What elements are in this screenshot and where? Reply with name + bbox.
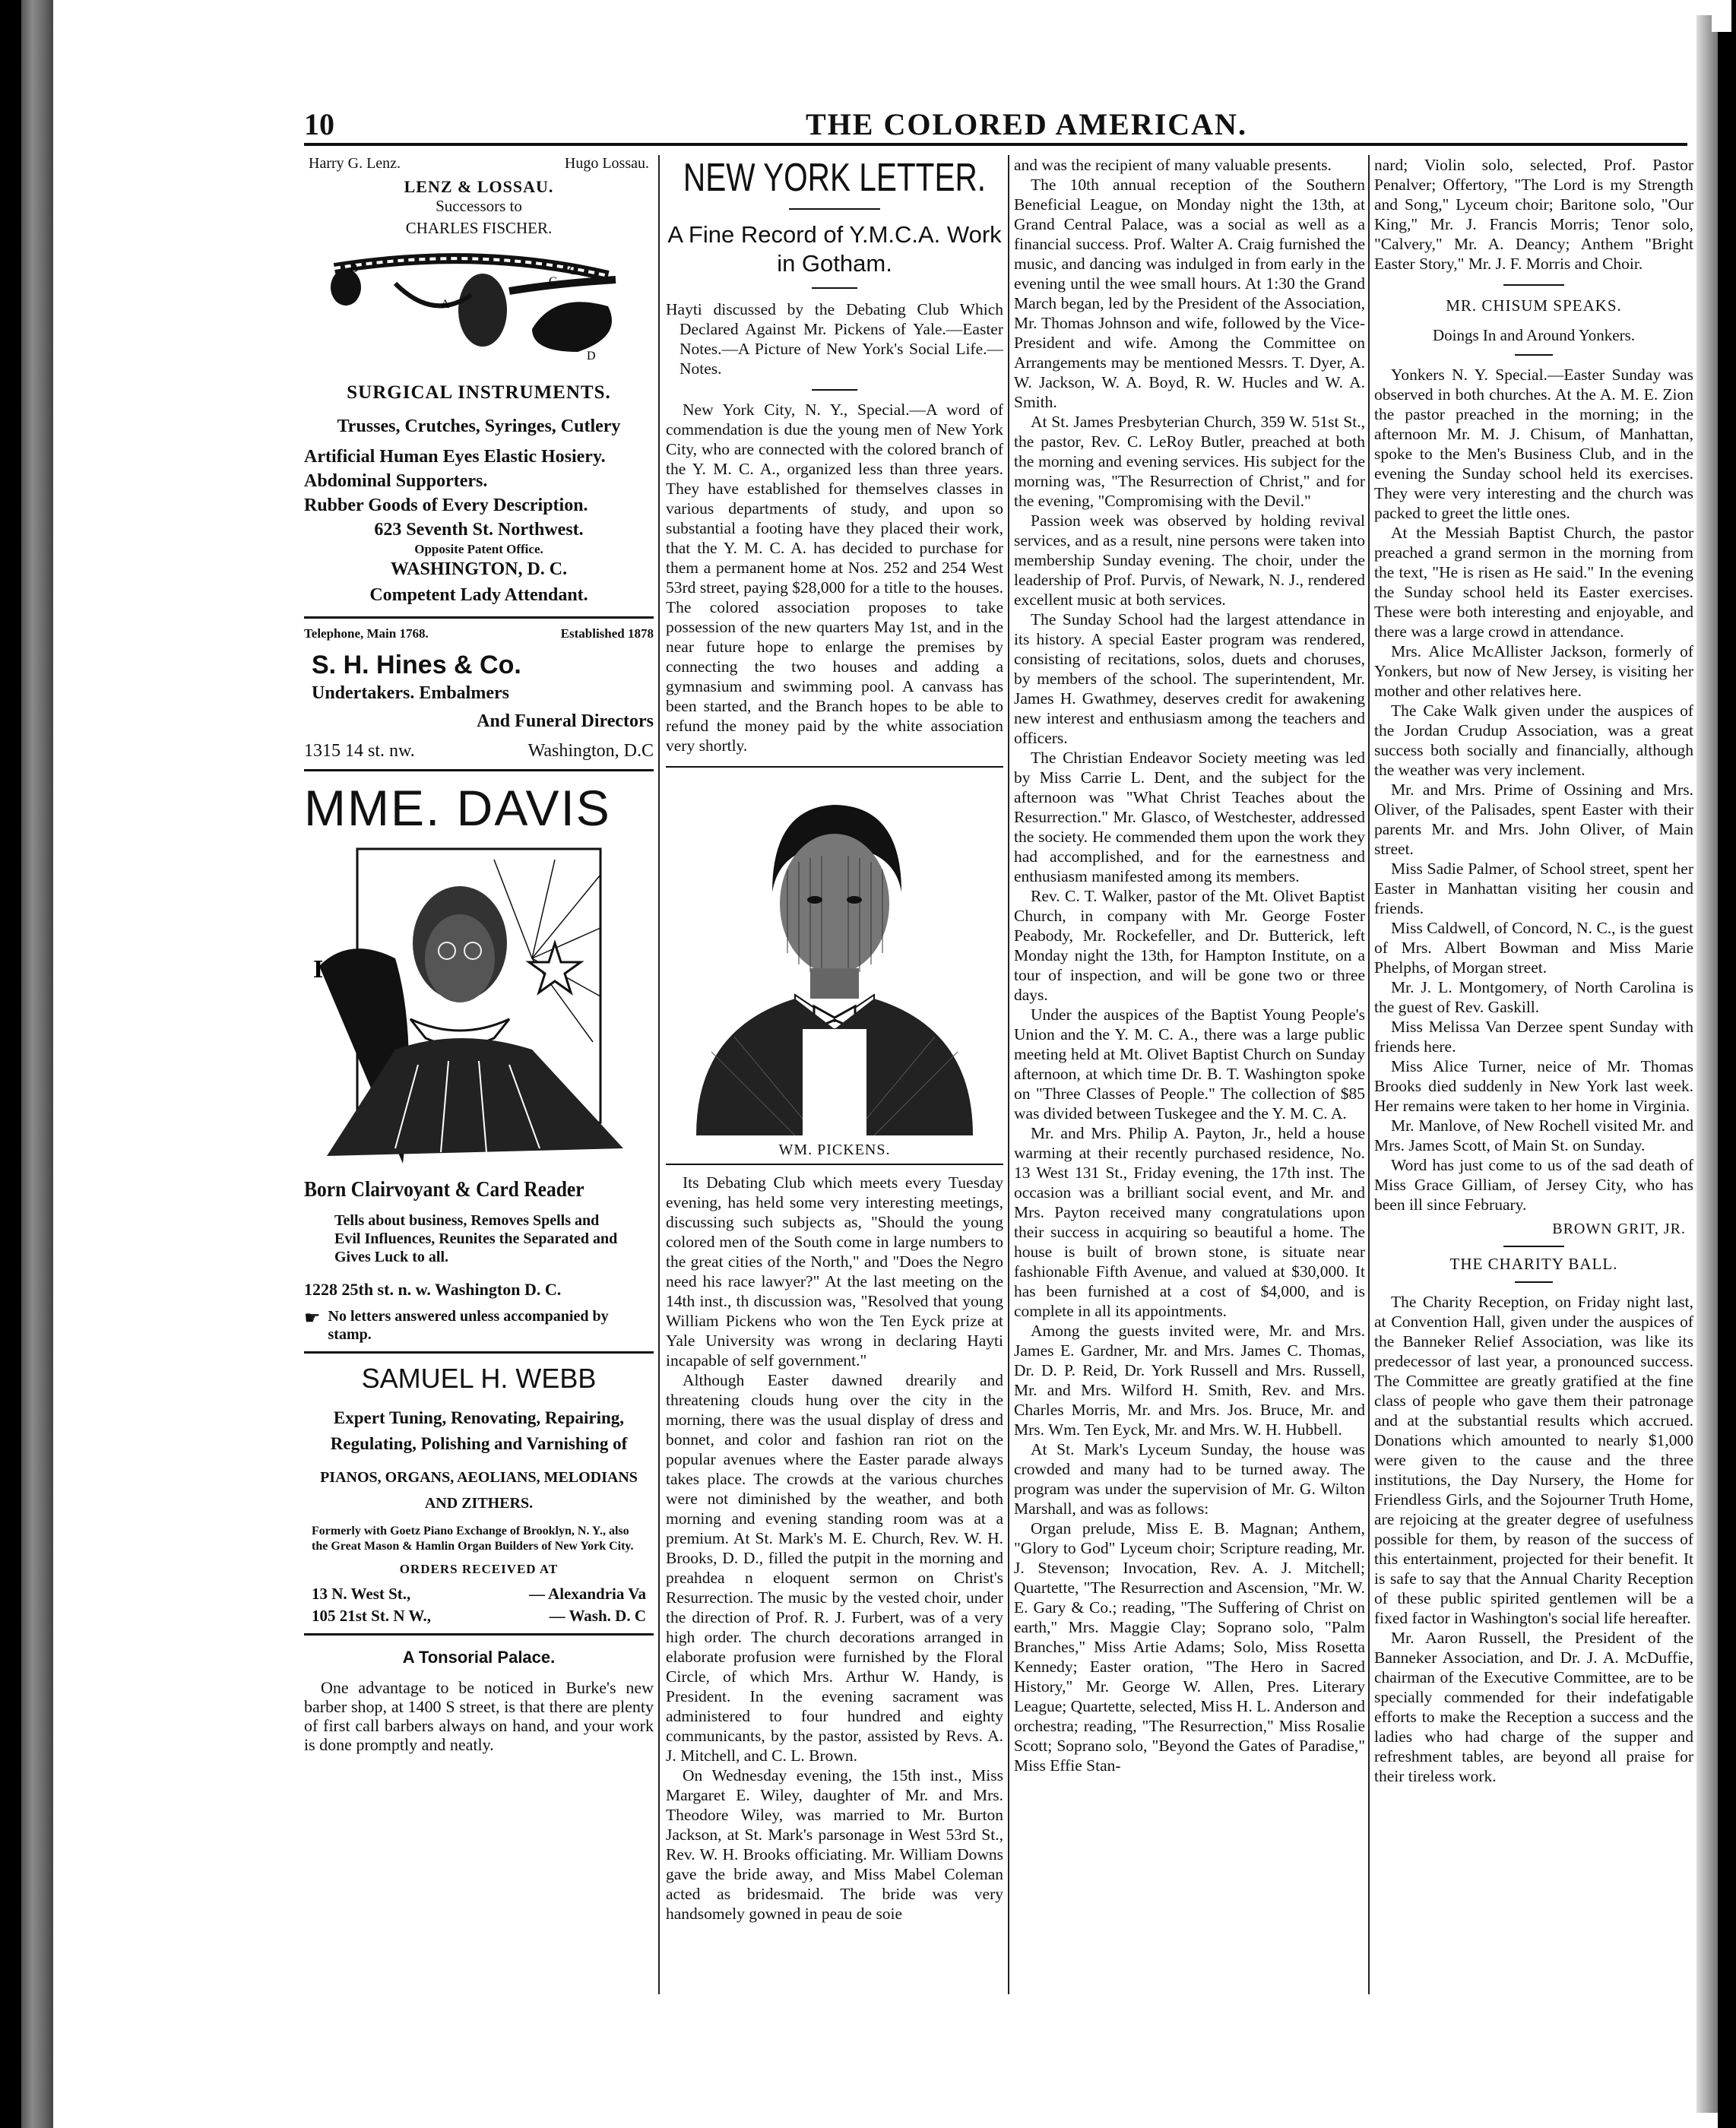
ad-address: 1228 25th st. n. w. Washington D. C. — [304, 1280, 562, 1299]
section-rule — [666, 1164, 1003, 1165]
ad-address: 13 N. West St., — [312, 1585, 411, 1603]
article-column — [666, 155, 1003, 1924]
pointing-hand-icon: ☛ — [304, 1309, 321, 1328]
proprietor-right: Hugo Lossau. — [564, 155, 649, 172]
paragraph: The 10th annual reception of the Southern Beneficial League, on Monday night the 13th, at Grand Central Palace, was a social as well as a financial success. Prof. Walter A. Craig furnished the music, and dancing was indulged in from early in the evening until the wee small hours. At 1:30 the Grand March began, led by the President of the Association, Mr. Thomas Johnson and wife, followed by the Vice-President and wife. Among the Committee on Arrangements may be mentioned Messrs. T. Dyer, A. W. Jackson, W. A. Boyd, R. W. Hucles and W. A. Smith. — [1014, 176, 1365, 411]
ad-line: Artificial Human Eyes Elastic Hosiery. Abdominal Supporters. — [304, 447, 606, 491]
article-headline: NEW YORK LETTER. — [683, 156, 987, 200]
svg-text:C: C — [569, 264, 577, 277]
article-column-right — [1374, 155, 1693, 1786]
ad-line: Undertakers. Embalmers — [312, 683, 509, 703]
paragraph: Miss Alice Turner, neice of Mr. Thomas Brooks died suddenly in New York last week. Her remains were taken to her home in Virginia. — [1374, 1057, 1693, 1115]
paragraph: and was the recipient of many valuable presents. — [1014, 156, 1332, 174]
paragraph: Mr. Aaron Russell, the President of the Banneker Association, and Dr. J. A. McDuffie, chairman of the Executive Committee, are to be specially commended for their indefatigable efforts to make the Reception a success and the ladies who had charge of the supper and refreshment tables, are beyond all praise for their tireless work. — [1374, 1629, 1693, 1785]
ad-lenz-lossau — [304, 155, 654, 609]
subhead-rule — [812, 287, 857, 289]
ad-davis — [304, 779, 654, 1344]
paragraph: At St. Mark's Lyceum Sunday, the house was crowded and many had to be turned away. The program was under the supervision of Mr. G. Wilton Marshall, and was as follows: — [1014, 1440, 1365, 1518]
ad-name: S. H. Hines & Co. — [312, 651, 521, 679]
ad-city: — Alexandria Va — [528, 1585, 646, 1603]
paragraph: nard; Violin solo, selected, Prof. Pastor Penalver; Offertory, "The Lord is my Strength and Song," Lyceum choir; Baritone solo, "Our King," Mr. J. Francis Morris; Tenor solo, "Calvery," Mr. A. Deancy; Anthem "Bright Easter Story," Mr. J. F. Morris and Choir. — [1374, 156, 1693, 273]
ad-divider — [304, 1351, 654, 1354]
section-rule — [1515, 1281, 1553, 1283]
paragraph: Among the guests invited were, Mr. and Mrs. James E. Gardner, Mr. and Mrs. James C. Thomas, Dr. D. P. Reid, Dr. York Russell and Mrs. Russell, Mr. and Mrs. Wilford H. Smith, Rev. and Mrs. Charles Morris, Mr. and Mrs. Jos. Bruce, Mr. and Mrs. Wm. Ten Eyck, Mr. and Mrs. W. H. Hubbell. — [1014, 1322, 1365, 1439]
proprietor-left: Harry G. Lenz. — [309, 155, 401, 172]
article-deck: Hayti discussed by the Debating Club Which Declared Against Mr. Pickens of Yale.—Easter Notes.—A Picture of New York's Social Life.—Notes. — [666, 300, 1003, 378]
ad-heading: SURGICAL INSTRUMENTS. — [347, 382, 611, 403]
ad-divider — [304, 616, 654, 619]
masthead-title: THE COLORED AMERICAN. — [806, 107, 1247, 141]
corner-marker — [1712, 0, 1731, 32]
paragraph: Mr. and Mrs. Philip A. Payton, Jr., held a house warming at their recently purchased residence, No. 13 West 131 St., Friday evening, the 17th inst. The occasion was a brilliant social event, and Mr. and Mrs. Payton received many congratulations upon their success in acquiring so beautiful a home. The house is built of brown stone, is situate near fashionable Fifth Avenue, and valued at $30,000. It has been furnished at a cost of $4,000, and is complete in all its appointments. — [1014, 1124, 1365, 1320]
predecessor-name: CHARLES FISCHER. — [405, 219, 553, 237]
paragraph: Rev. C. T. Walker, pastor of the Mt. Olivet Baptist Church, in company with Mr. George Foster Peabody, Mr. Rockefeller, and Dr. Butterick, left Monday night the 13th, for Hampton Institute, on a tour of inspection, and will be gone two or three days. — [1014, 887, 1365, 1004]
ad-name: SAMUEL H. WEBB — [361, 1363, 597, 1394]
paragraph: Its Debating Club which meets every Tuesday evening, has held some very interesting meetings, discussing such subjects as, "Should the young colored men of the South come in large numbers to the great cities of the North," and "Does the Negro need his race lawyer?" At the last meeting on the 14th inst., th discussion was, "Resolved that young William Pickens who won the Ten Eyck prize at Yale University was wrong in declaring Hayti incapable of self government." — [666, 1173, 1003, 1370]
ad-address: 623 Seventh St. Northwest. — [374, 520, 584, 540]
paragraph: Miss Sadie Palmer, of School street, spent her Easter in Manhattan visiting her cousin and friends. — [1374, 860, 1693, 917]
svg-text:A: A — [441, 298, 450, 311]
svg-text:I: I — [313, 955, 324, 983]
page-edge — [1696, 15, 1718, 2113]
paragraph: Mr. J. L. Montgomery, of North Carolina is the guest of Rev. Gaskill. — [1374, 978, 1693, 1016]
ad-line: Expert Tuning, Renovating, Repairing, Regulating, Polishing and Varnishing of — [330, 1408, 628, 1453]
column-divider — [658, 155, 660, 1994]
svg-text:C: C — [549, 275, 557, 288]
book-spine — [21, 0, 53, 2128]
section-rule — [1515, 354, 1553, 356]
paragraph: Mr. and Mrs. Prime of Ossining and Mrs. Oliver, of the Palisades, spent Easter with their parents Mr. and Mrs. John Oliver, of Main street. — [1374, 781, 1693, 858]
headline-rule — [789, 208, 880, 210]
ad-city: Washington, D.C — [527, 741, 654, 761]
paragraph: Mrs. Alice McAllister Jackson, formerly of Yonkers, but now of New Jersey, is visiting her mother and other relatives here. — [1374, 642, 1693, 700]
ad-address: 1315 14 st. nw. — [304, 741, 415, 761]
ad-line: Trusses, Crutches, Syringes, Cutlery — [337, 416, 621, 436]
paragraph: Although Easter dawned drearily and threatening clouds hung over the city in the morning, there was the usual display of dress and bonnet, and color and fashion ran riot on the popular avenues where the Easter parade always takes place. The crowds at the various churches were not diminished by the weather, and both morning and evening standing room was at a premium. At St. Mark's M. E. Church, Rev. W. H. Brooks, D. D., filled the putpit in the morning and preahdea n eloquent sermon on Christ's Resurrection. The music by the vested choir, under the direction of Prof. R. J. Furbert, was of a very high order. The church decorations arranged in elaborate profusion were furnished by the Floral Circle, of which Mrs. Arthur W. Handy, is President. In the evening sacrament was administered to four hundred and eighty communicants, by the pastor, assisted by Revs. A. J. Mitchell, and C. L. Brown. — [666, 1371, 1003, 1765]
paragraph: Miss Melissa Van Derzee spent Sunday with friends here. — [1374, 1018, 1693, 1056]
paragraph: Passion week was observed by holding revival services, and as a result, nine persons were taken into membership Sunday evening. The choir, under the leadership of Prof. Purvis, of Newark, N. J., rendered excellent music at both services. — [1014, 511, 1365, 609]
paragraph: At St. James Presbyterian Church, 359 W. 51st St., the pastor, Rev. C. LeRoy Butler, preached at both the morning and evening services. His subject for the morning was, "The Resurrection of Christ," and for the evening, "Compromising with the Devil." — [1014, 413, 1365, 510]
article-column-continued — [1014, 155, 1365, 1775]
paragraph: Yonkers N. Y. Special.—Easter Sunday was observed in both churches. At the A. M. E. Zion the pastor preached in the morning; in the afternoon Mr. M. J. Chisum, of Manhattan, spoke to the Men's Business Club, and in the evening the Sunday school held its exercises. They were very interesting and the church was packed to greet the little ones. — [1374, 366, 1693, 522]
column-divider — [1008, 155, 1009, 1994]
paragraph: On Wednesday evening, the 15th inst., Miss Margaret E. Wiley, daughter of Mr. and Mrs. Theodore Wiley, was married to Mr. Burton Jackson, at St. Mark's parsonage in West 53rd St., Rev. W. H. Brooks officiating. Mr. William Downs gave the bride away, and Miss Mabel Coleman acted as bridesmaid. The bride was very handsomely gowned in peau de soie — [666, 1766, 1003, 1923]
ad-webb — [304, 1363, 654, 1626]
header-rule — [304, 143, 1687, 146]
ad-note: No letters answered unless accompanied by stamp. — [328, 1308, 609, 1343]
ad-line: And Funeral Directors — [477, 711, 654, 731]
ad-heading: A Tonsorial Palace. — [402, 1648, 556, 1667]
paragraph: At the Messiah Baptist Church, the pastor preached a grand sermon in the morning from the text, "He is risen as He said." In the evening the Sunday school held its Easter exercises. These were both interesting and enjoyable, and there was a large crowd in attendance. — [1374, 524, 1693, 641]
paragraph: Organ prelude, Miss E. B. Magnan; Anthem, "Glory to God" Lyceum choir; Scripture reading, Mr. J. Stevenson; Invocation, Rev. A. J. Mitchell; Quartette, "The Resurrection and Ascension, "Mr. W. E. Gary & Co.; reading, "The Suffering of Christ on earth," Mrs. Maggie Clay; Soprano solo, "Palm Branches," Miss Artie Adams; Solo, Miss Rosetta Kennedy; Easter oration, "The Hero in Sacred History," Mr. George W. Allen, Pres. Literary League; Quartette, selected, Miss H. L. Anderson and orchestra; reading, "The Resurrection," Miss Rosalie Scott; Soprano solo, "Beyond the Gates of Paradise," Miss Effie Stan- — [1014, 1519, 1365, 1775]
paragraph: The Cake Walk given under the auspices of the Jordan Crudup Association, was a great success both socially and financially, although the weather was very inclement. — [1374, 701, 1693, 779]
paragraph: The Sunday School had the largest attendance in its history. A special Easter program was rendered, consisting of recitations, solos, duets and choruses, by members of the school. The superintendent, Mr. James H. Gwathmey, deserves credit for awakening new interest and enthusiasm among the teachers and officers. — [1014, 610, 1365, 747]
successors-line: Successors to — [436, 197, 522, 215]
ad-heading: Born Clairvoyant & Card Reader — [304, 1177, 584, 1202]
established-line: Established 1878 — [560, 626, 654, 641]
deck-rule — [812, 389, 857, 391]
ad-line: PIANOS, ORGANS, AEOLIANS, MELODIANS AND ZITHERS. — [320, 1469, 638, 1512]
telephone-line: Telephone, Main 1768. — [304, 626, 429, 641]
ad-line: ORDERS RECEIVED AT — [399, 1562, 559, 1576]
section-rule — [1503, 1246, 1564, 1247]
ad-divider — [304, 769, 654, 771]
section-rule — [1503, 284, 1564, 286]
paragraph: Word has just come to us of the sad death of Miss Grace Gilliam, of Jersey City, who has been ill since February. — [1374, 1156, 1693, 1214]
portrait-caption: WM. PICKENS. — [778, 1142, 891, 1158]
pickens-portrait-icon — [666, 778, 1003, 1135]
section-subhead: Doings In and Around Yonkers. — [1432, 326, 1635, 344]
paragraph: Under the auspices of the Baptist Young People's Union and the Y. M. C. A., there was a large public meeting held at Mt. Olivet Baptist Church on Sunday afternoon, at which time Dr. B. T. Washington spoke on "Three Classes of People." The collection of $85 was divided between Tuskegee and the Y. M. C. A. — [1014, 1005, 1365, 1123]
byline-signature: BROWN GRIT, JR. — [1552, 1221, 1686, 1237]
paragraph: Miss Caldwell, of Concord, N. C., is the guest of Mrs. Albert Bowman and Miss Marie Phelphs, of Morgan street. — [1374, 919, 1693, 977]
ad-line: Rubber Goods of Every Description. — [304, 496, 588, 515]
section-heading: MR. CHISUM SPEAKS. — [1446, 296, 1622, 315]
advertisement-column — [304, 155, 654, 1754]
ad-divider — [304, 1633, 654, 1636]
ad-line: Tells about business, Removes Spells and Evil Influences, Reunites the Separated and Gives Luck to all. — [334, 1212, 618, 1265]
paragraph: The Charity Reception, on Friday night last, at Convention Hall, given under the auspices of the Banneker Relief Association, was like its predecessor of last year, a pronounced success. The Committee are greatly gratified at the fine class of people who gave them their patronage and at the substantial results which accrued. Donations which amounted to nearly $1,000 were given to the cause and the three institutions, the Day Nursery, the Home for Friendless Girls, and the Sojourner Truth Home, are rejoicing at the greater degree of usefulness possible for them, by reason of the success of this entertainment, projected for their benefit. It is safe to say that the Annual Charity Reception of these public spirited gentlemen will be a fixed factor in Washington's social life hereafter. — [1374, 1293, 1693, 1627]
svg-text:B: B — [350, 262, 358, 275]
section-rule — [666, 766, 1003, 768]
ad-address: 105 21st St. N W., — [312, 1607, 431, 1625]
truss-illustration-icon — [304, 238, 654, 375]
paragraph: Mr. Manlove, of New Rochell visited Mr. and Mrs. James Scott, of Main St. on Sunday. — [1374, 1116, 1693, 1154]
paragraph: The Christian Endeavor Society meeting was led by Miss Carrie L. Dent, and the subject for the afternoon was "What Christ Teaches about the Resurrection." Mr. Glasco, of Westchester, addressed the society. He commended them upon the work they had accomplished, and for the earnestness and enthusiasm manifested among its members. — [1014, 749, 1365, 885]
firm-name: LENZ & LOSSAU. — [404, 177, 554, 196]
ad-city: — Wash. D. C — [549, 1607, 646, 1625]
svg-text:D: D — [587, 350, 596, 363]
ad-tonsorial — [304, 1648, 654, 1754]
page-number: 10 — [304, 107, 334, 141]
article-subhead: A Fine Record of Y.M.C.A. Work in Gotham. — [667, 221, 1002, 277]
ad-note: Formerly with Goetz Piano Exchange of Brooklyn, N. Y., also the Great Mason & Hamlin Organ Builders of New York City. — [312, 1525, 634, 1553]
column-divider — [1368, 155, 1370, 1994]
ad-note: Opposite Patent Office. — [414, 542, 543, 556]
portrait-illustration-icon — [304, 844, 654, 1171]
ad-name: MME. DAVIS — [304, 780, 611, 836]
ad-hines — [304, 626, 654, 762]
ad-body: One advantage to be noticed in Burke's new barber shop, at 1400 S street, is that there are plenty of first call barbers always on hand, and your work is done promptly and neatly. — [304, 1678, 654, 1754]
ad-city: WASHINGTON, D. C. — [390, 559, 568, 579]
section-heading: THE CHARITY BALL. — [1449, 1255, 1618, 1273]
paragraph: New York City, N. Y., Special.—A word of commendation is due the young men of New York City, who are connected with the colored branch of the Y. M. C. A., organized less than three years. They have established for themselves classes in various departments of study, and upon so substantial a footing have they placed their work, that the Y. M. C. A. has decided to purchase for them a permanent home at Nos. 252 and 254 West 53rd street, paying $28,000 for a title to the houses. The colored association proposes to take possession of the new quarters May 1st, and in the near future hope to enlarge the premises by connecting the two houses and adding a gymnasium and swimming pool. A canvass has been started, and the Branch hopes to be able to refund the money paid by the white association very shortly. — [666, 401, 1003, 755]
ad-line: Competent Lady Attendant. — [369, 585, 588, 605]
